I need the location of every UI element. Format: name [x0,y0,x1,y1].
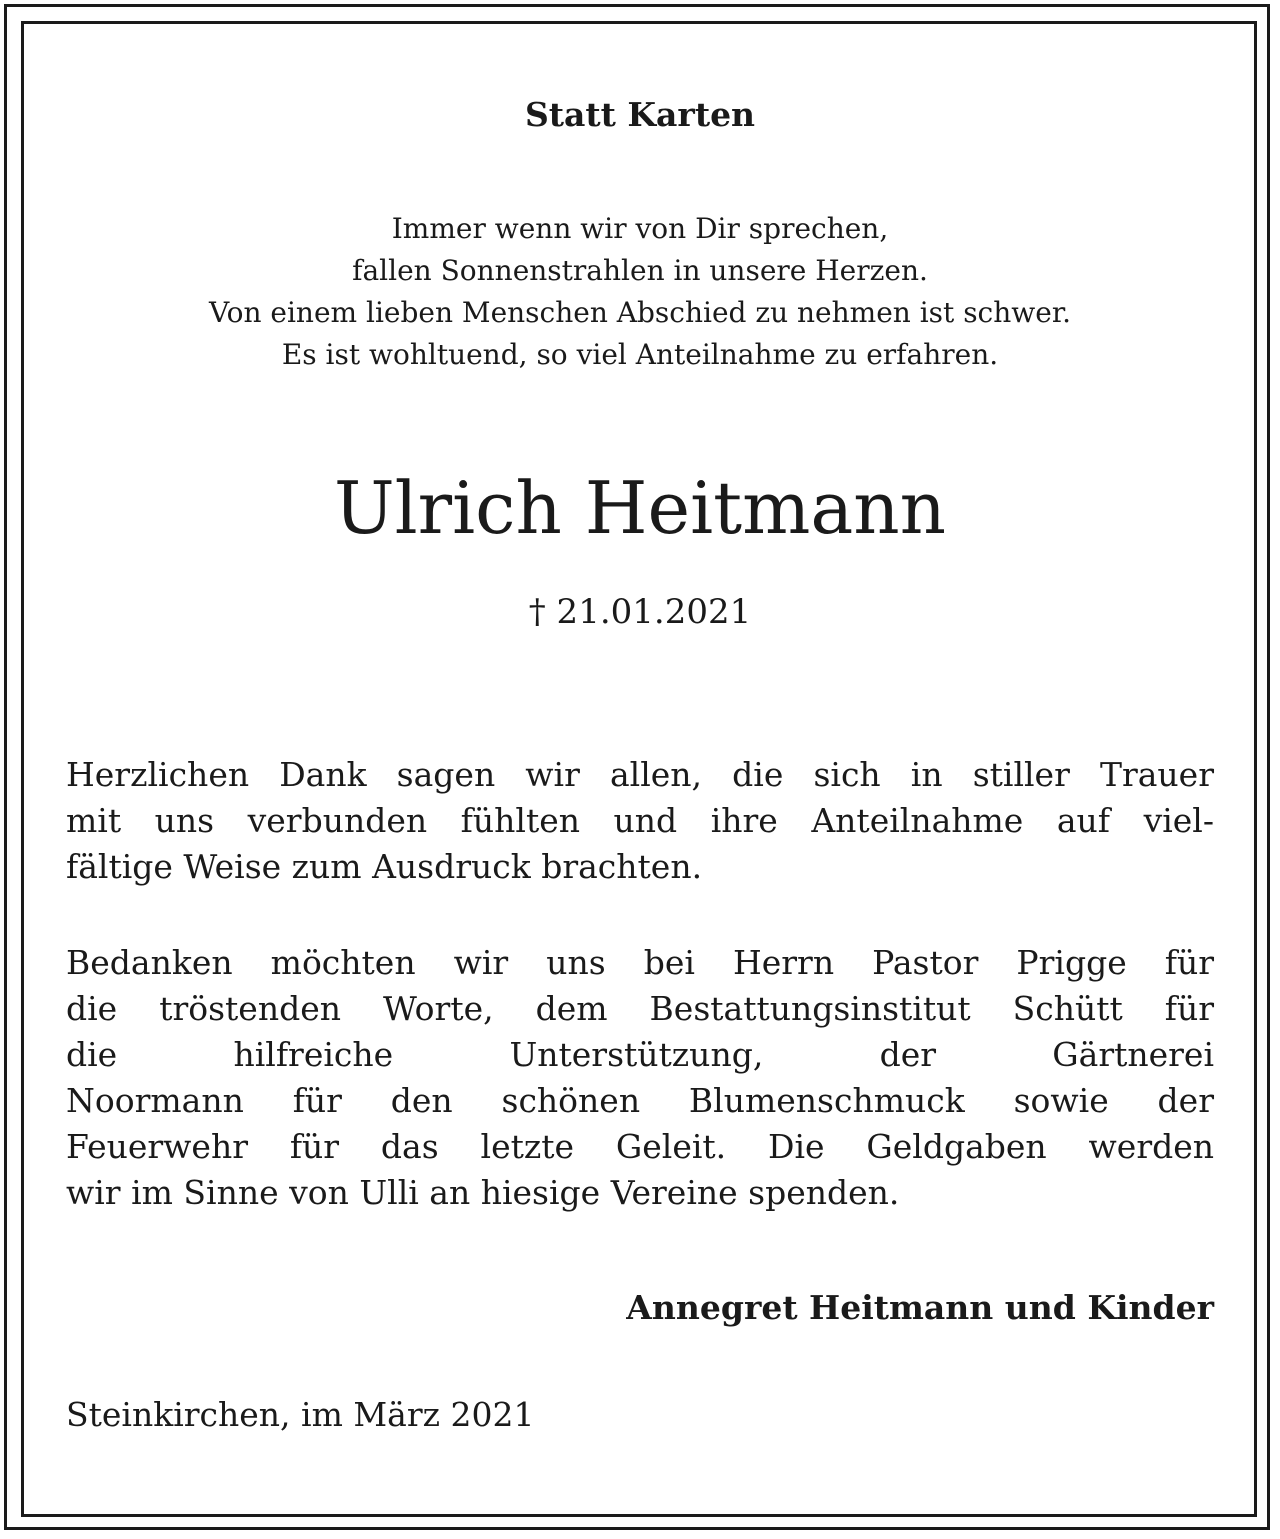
poem [0,208,1280,376]
paragraph-line: Bedanken möchten wir uns bei Herrn Pastor Prigge für [66,943,1214,982]
paragraph-line: Feuerwehr für das letzte Geleit. Die Geldgaben werden [66,1127,1214,1166]
paragraph-line: Herzlichen Dank sagen wir allen, die sich in stiller Trauer [66,755,1214,794]
poem-line: fallen Sonnenstrahlen in unsere Herzen. [352,254,928,287]
paragraph-line: Noormann für den schönen Blumenschmuck sowie der [66,1081,1214,1120]
place-date: Steinkirchen, im März 2021 [66,1395,535,1434]
deceased-name: Ulrich Heitmann [333,466,947,550]
poem-line: Von einem lieben Menschen Abschied zu nehmen ist schwer. [208,296,1072,329]
paragraph-line: wir im Sinne von Ulli an hiesige Vereine spenden. [66,1173,900,1212]
paragraph-line: mit uns verbunden fühlten und ihre Anteilnahme auf viel- [66,801,1214,840]
paragraph-line: fältige Weise zum Ausdruck brachten. [66,847,703,886]
signature: Annegret Heitmann und Kinder [626,1288,1214,1327]
paragraph-line: die hilfreiche Unterstützung, der Gärtnerei [66,1035,1214,1074]
poem-line: Immer wenn wir von Dir sprechen, [391,212,889,245]
acknowledgement-paragraph [66,940,1214,1216]
heading: Statt Karten [524,95,756,134]
death-date: † 21.01.2021 [528,592,752,632]
thanks-paragraph [66,752,1214,890]
paragraph-line: die tröstenden Worte, dem Bestattungsinstitut Schütt für [66,989,1214,1028]
poem-line: Es ist wohltuend, so viel Anteilnahme zu erfahren. [281,338,999,371]
